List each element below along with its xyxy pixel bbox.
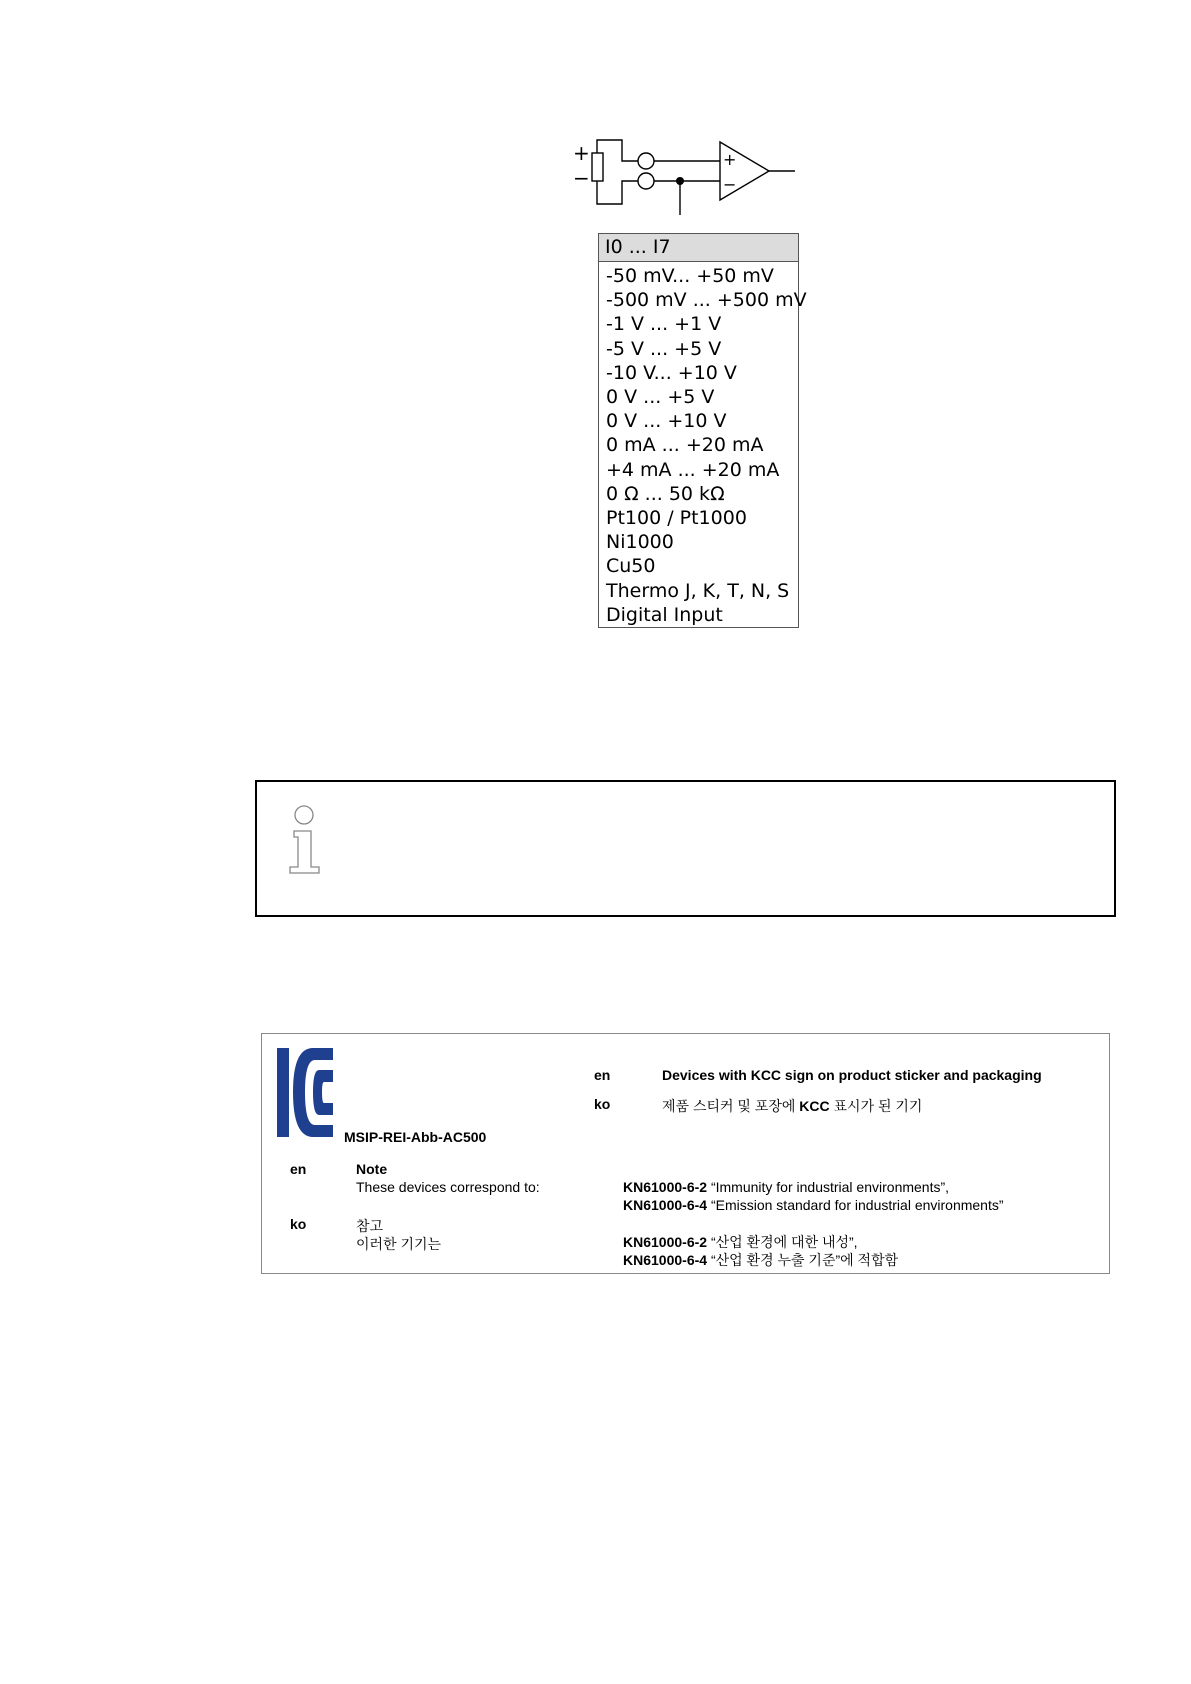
kcc-title-ko-post: 표시가 된 기기 [833, 1098, 923, 1114]
kcc-certification-box [261, 1033, 1110, 1274]
kc-logo-icon [275, 1046, 335, 1139]
kcc-title-ko [662, 1096, 922, 1116]
range-item: Cu50 [606, 555, 656, 578]
range-item: 0 Ω ... 50 kΩ [606, 482, 725, 505]
range-table-header: I0 ... I7 [599, 234, 798, 262]
range-item: -50 mV... +50 mV [606, 265, 774, 287]
plus-label: + [573, 141, 590, 165]
standard-1-text: “Immunity for industrial environments”, [710, 1179, 950, 1195]
kcc-title-ko-pre: 제품 스티커 및 포장에 [662, 1098, 796, 1114]
note-label-ko: 참고 [356, 1218, 384, 1234]
junction-dot [676, 177, 684, 185]
standard-ko-2-text: “산업 환경 누출 기준”에 적합함 [710, 1252, 899, 1268]
range-item: -5 V ... +5 V [606, 337, 722, 360]
title-lang-ko: ko [594, 1096, 611, 1112]
title-lang-en: en [594, 1067, 611, 1083]
note-text-ko: 이러한 기기는 [356, 1236, 442, 1252]
info-icon [286, 805, 326, 875]
range-item: Ni1000 [606, 531, 674, 554]
resistor-symbol [592, 153, 603, 181]
note-label: Note [356, 1161, 388, 1177]
standard-line-1 [623, 1179, 949, 1195]
terminal-plus [638, 153, 654, 169]
range-item: 0 V ... +10 V [606, 410, 727, 433]
range-item: Digital Input [606, 603, 723, 626]
range-item: Pt100 / Pt1000 [606, 507, 747, 530]
amp-plus-label: + [723, 150, 737, 169]
range-item: -1 V ... +1 V [606, 313, 722, 336]
standard-ko-1-text: “산업 환경에 대한 내성”, [710, 1234, 858, 1250]
note-lang-ko: ko [290, 1216, 307, 1232]
range-item: -500 mV ... +500 mV [606, 289, 807, 312]
note-lang-en: en [290, 1161, 307, 1177]
range-item: 0 mA ... +20 mA [606, 434, 764, 457]
measurement-range-table [598, 233, 807, 628]
range-item: 0 V ... +5 V [606, 386, 715, 409]
standard-1-code: KN61000-6-2 [623, 1179, 708, 1195]
kcc-title-ko-kcc: KCC [799, 1098, 830, 1114]
standard-ko-line-1 [623, 1232, 858, 1252]
standard-ko-1-code: KN61000-6-2 [623, 1234, 708, 1250]
info-note-box [255, 780, 1116, 917]
minus-label: − [573, 166, 590, 190]
note-text: These devices correspond to: [356, 1179, 540, 1195]
kcc-registration-code: MSIP-REI-Abb-AC500 [344, 1129, 487, 1145]
standard-ko-line-2 [623, 1250, 898, 1270]
range-list [599, 262, 807, 627]
standard-ko-2-code: KN61000-6-4 [623, 1252, 708, 1268]
amp-minus-label: − [723, 175, 737, 194]
range-item: Thermo J, K, T, N, S [606, 579, 790, 602]
range-item: -10 V... +10 V [606, 361, 737, 384]
input-circuit-diagram [555, 125, 815, 220]
terminal-minus [638, 173, 654, 189]
standard-2-text: “Emission standard for industrial environments” [710, 1197, 1004, 1213]
range-item: +4 mA ... +20 mA [606, 458, 780, 481]
kcc-title-en: Devices with KCC sign on product sticker and packaging [662, 1067, 1042, 1083]
standard-2-code: KN61000-6-4 [623, 1197, 708, 1213]
standard-line-2 [623, 1197, 1004, 1213]
